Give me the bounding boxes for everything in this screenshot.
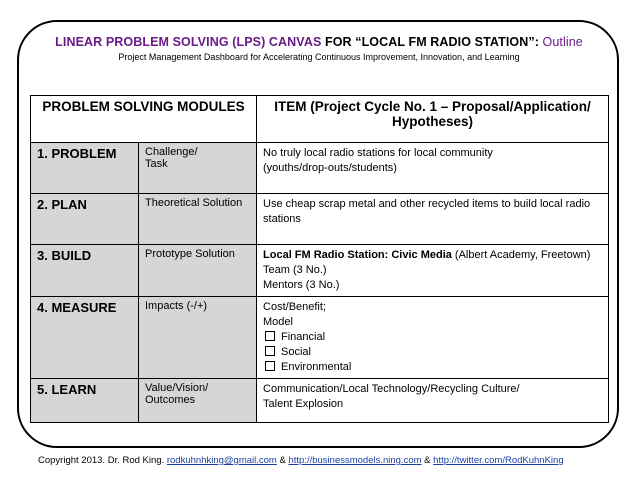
title-part2: FOR “LOCAL FM RADIO STATION”: — [321, 35, 539, 49]
value-measure — [257, 297, 609, 379]
value-line: Talent Explosion — [263, 398, 344, 410]
table-row — [31, 194, 609, 245]
item-header-bold: ITEM — [274, 99, 307, 114]
title-part1: LINEAR PROBLEM SOLVING (LPS) CANVAS — [55, 35, 322, 49]
page-subtitle: Project Management Dashboard for Accelerating Continuous Improvement, Innovation, and Learning — [118, 52, 520, 62]
module-measure: 4. MEASURE — [31, 297, 139, 379]
checklist-label: Environmental — [281, 361, 352, 373]
sub-line: Task — [145, 158, 168, 170]
page-title — [0, 35, 638, 49]
ning-link[interactable]: http://businessmodels.ning.com — [288, 455, 422, 466]
table-header-row — [31, 96, 609, 143]
value-line: Cost/Benefit; — [263, 301, 326, 313]
sub-line: Value/Vision/ — [145, 382, 209, 394]
value-line: Team (3 No.) — [263, 264, 327, 276]
module-plan: 2. PLAN — [31, 194, 139, 245]
separator: & — [276, 455, 289, 466]
value-learn — [257, 379, 609, 423]
value-rest: (Albert Academy, Freetown) — [451, 249, 591, 261]
title-part3: Outline — [538, 35, 583, 49]
table-row — [31, 379, 609, 423]
lps-table — [30, 95, 609, 423]
sub-prototype: Prototype Solution — [139, 245, 257, 297]
sub-impacts: Impacts (-/+) — [139, 297, 257, 379]
value-build — [257, 245, 609, 297]
value-line: No truly local radio stations for local community — [263, 147, 493, 159]
value-bold: Local FM Radio Station: Civic Media — [263, 249, 452, 261]
checklist-item — [263, 345, 602, 360]
checklist-label: Financial — [281, 331, 326, 343]
checklist-label: Social — [281, 346, 311, 358]
value-plan: Use cheap scrap metal and other recycled items to build local radio stations — [257, 194, 609, 245]
value-line: Mentors (3 No.) — [263, 279, 340, 291]
module-build: 3. BUILD — [31, 245, 139, 297]
footer — [38, 455, 564, 466]
sub-theoretical: Theoretical Solution — [139, 194, 257, 245]
sub-line: Outcomes — [145, 394, 196, 406]
modules-header: PROBLEM SOLVING MODULES — [31, 96, 257, 143]
value-line: Communication/Local Technology/Recycling Culture/ — [263, 383, 520, 395]
table-row — [31, 297, 609, 379]
checklist-item — [263, 360, 602, 375]
checkbox-icon[interactable] — [265, 361, 275, 371]
twitter-link[interactable]: http://twitter.com/RodKuhnKing — [433, 455, 564, 466]
item-header-rest: (Project Cycle No. 1 – Proposal/Application/ Hypotheses) — [306, 99, 591, 129]
checkbox-icon[interactable] — [265, 346, 275, 356]
module-problem: 1. PROBLEM — [31, 143, 139, 194]
sub-value-vision — [139, 379, 257, 423]
value-problem — [257, 143, 609, 194]
copyright-text: Copyright 2013. Dr. Rod King. — [38, 455, 167, 466]
sub-challenge — [139, 143, 257, 194]
separator: & — [421, 455, 434, 466]
sub-line: Challenge/ — [145, 146, 198, 158]
table-row — [31, 245, 609, 297]
value-line: (youths/drop-outs/students) — [263, 162, 397, 174]
table-row — [31, 143, 609, 194]
email-link[interactable]: rodkuhnhking@gmail.com — [166, 455, 277, 466]
checklist-item — [263, 330, 602, 345]
item-header — [257, 96, 609, 143]
value-line: Model — [263, 316, 293, 328]
module-learn: 5. LEARN — [31, 379, 139, 423]
checkbox-icon[interactable] — [265, 331, 275, 341]
